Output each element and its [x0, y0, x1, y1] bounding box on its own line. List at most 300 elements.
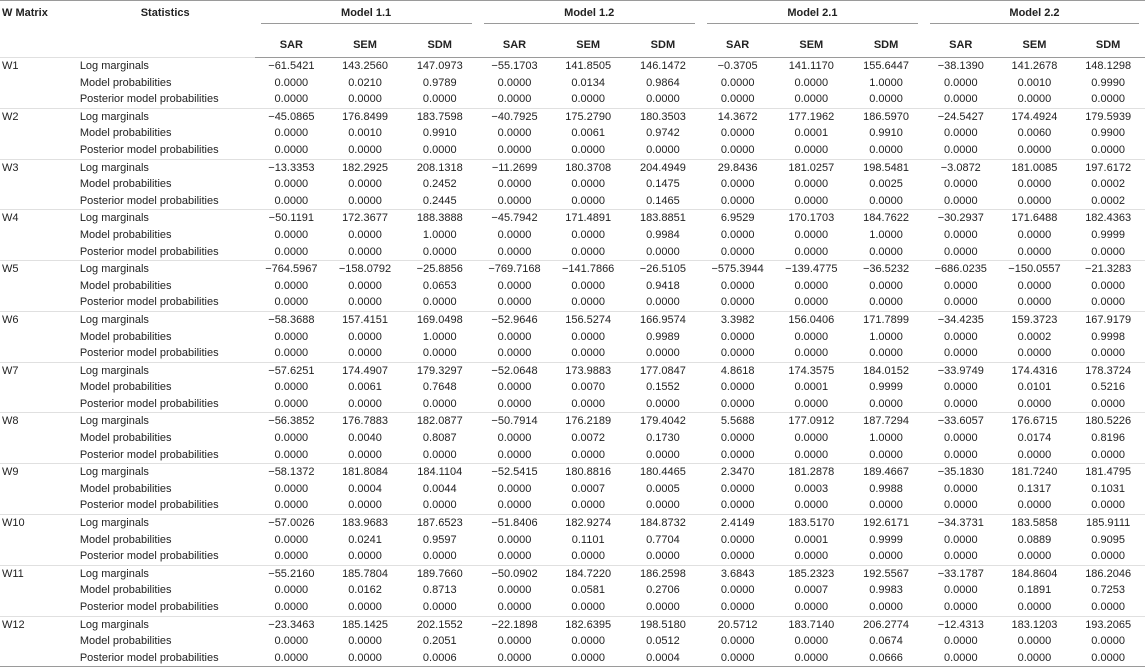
value-cell: 0.0000 — [1017, 448, 1052, 461]
value-cell: 0.0025 — [869, 178, 903, 191]
value-cell: 0.0000 — [274, 279, 309, 292]
table-row — [0, 532, 1145, 549]
statistic-label: Log marginals — [76, 261, 255, 278]
value-cell: 0.2445 — [422, 194, 457, 207]
value-cell: 181.0257 — [774, 159, 848, 176]
value-cell: 0.0000 — [571, 93, 605, 106]
value-cell: 0.0241 — [348, 533, 382, 546]
statistic-label: Log marginals — [76, 565, 255, 582]
value-cell: 0.0000 — [720, 584, 755, 597]
table-row — [0, 650, 1145, 667]
value-cell: 0.0000 — [497, 245, 532, 258]
value-cell: 0.0000 — [720, 432, 755, 445]
value-cell: 0.0653 — [422, 279, 457, 292]
statistic-label: Posterior model probabilities — [79, 499, 219, 512]
value-cell: 0.0000 — [720, 533, 755, 546]
value-cell: 0.0000 — [720, 347, 755, 360]
statistic-label: Posterior model probabilities — [79, 397, 219, 410]
value-cell: 141.2678 — [998, 58, 1072, 75]
value-cell: 0.0000 — [869, 347, 903, 360]
table-row — [0, 582, 1145, 599]
model-header: Model 1.1 — [255, 1, 478, 34]
value-cell: 0.1730 — [646, 432, 680, 445]
value-cell: 20.5712 — [701, 616, 775, 633]
value-cell: 0.0002 — [1017, 330, 1052, 343]
value-cell: 183.5858 — [998, 515, 1072, 532]
value-cell: 0.0000 — [943, 381, 978, 394]
value-cell: 0.0010 — [1017, 76, 1052, 89]
value-cell: −51.8406 — [478, 515, 552, 532]
value-cell: 0.0000 — [869, 550, 903, 563]
value-cell: −33.1787 — [924, 565, 998, 582]
statistic-label: Posterior model probabilities — [79, 93, 219, 106]
value-cell: −58.1372 — [255, 464, 329, 481]
value-cell: 141.8505 — [551, 58, 625, 75]
value-cell: 197.6172 — [1071, 159, 1145, 176]
value-cell: 156.5274 — [551, 311, 625, 328]
table-row — [0, 261, 1145, 278]
value-cell: 0.0000 — [348, 397, 382, 410]
statistic-label: Posterior model probabilities — [79, 245, 219, 258]
value-cell: 0.0000 — [794, 397, 829, 410]
value-cell: 0.0000 — [794, 178, 829, 191]
value-cell: 0.0000 — [869, 448, 903, 461]
value-cell: 0.0210 — [348, 76, 382, 89]
w-matrix-cell — [0, 294, 76, 311]
value-cell: −575.3944 — [701, 261, 775, 278]
statistic-label: Posterior model probabilities — [79, 550, 219, 563]
value-cell: −26.5105 — [625, 261, 701, 278]
value-cell: 0.0000 — [794, 76, 829, 89]
value-cell: 0.0000 — [646, 448, 680, 461]
value-cell: 0.0000 — [943, 482, 978, 495]
value-cell: 176.6715 — [998, 413, 1072, 430]
value-cell: 0.0001 — [794, 127, 829, 140]
value-cell: 0.0000 — [274, 482, 309, 495]
value-cell: 0.0061 — [348, 381, 382, 394]
value-cell: 0.1891 — [1017, 584, 1052, 597]
value-cell: 183.8851 — [625, 210, 701, 227]
table-row — [0, 481, 1145, 498]
value-cell: 0.0000 — [943, 245, 978, 258]
value-cell: 0.0000 — [720, 194, 755, 207]
value-cell: 0.0000 — [348, 550, 382, 563]
value-cell: 0.0000 — [794, 279, 829, 292]
value-cell: 0.0000 — [497, 279, 532, 292]
value-cell: 0.0000 — [1017, 550, 1052, 563]
value-cell: 176.2189 — [551, 413, 625, 430]
value-cell: 0.0000 — [720, 93, 755, 106]
value-cell: 0.0000 — [646, 397, 680, 410]
value-cell: 0.0000 — [943, 432, 978, 445]
value-cell: 0.0000 — [422, 143, 457, 156]
value-cell: 6.9529 — [701, 210, 775, 227]
w-matrix-cell — [0, 125, 76, 142]
value-cell: 0.0000 — [274, 93, 309, 106]
value-cell: 177.0847 — [625, 362, 701, 379]
value-cell: −50.1191 — [255, 210, 329, 227]
value-cell: 0.0000 — [274, 143, 309, 156]
value-cell: 0.0000 — [943, 397, 978, 410]
value-cell: −139.4775 — [774, 261, 848, 278]
w-matrix-cell: W7 — [0, 362, 76, 379]
value-cell: 0.0000 — [422, 601, 457, 613]
table-row — [0, 193, 1145, 210]
statistics-header: Statistics — [76, 1, 255, 58]
value-cell: 183.1203 — [998, 616, 1072, 633]
table-row — [0, 396, 1145, 413]
value-cell: 206.2774 — [848, 616, 924, 633]
value-cell: −158.0792 — [328, 261, 402, 278]
value-cell: 0.0000 — [274, 499, 309, 512]
value-cell: 0.0000 — [497, 601, 532, 613]
table-row — [0, 142, 1145, 159]
w-matrix-cell: W1 — [0, 58, 76, 75]
value-cell: 0.0044 — [422, 482, 457, 495]
value-cell: 0.0000 — [720, 448, 755, 461]
value-cell: 0.0000 — [646, 601, 680, 613]
value-cell: 198.5180 — [625, 616, 701, 633]
value-cell: 0.0000 — [1017, 296, 1052, 309]
value-cell: −33.6057 — [924, 413, 998, 430]
value-cell: −35.1830 — [924, 464, 998, 481]
value-cell: 0.0000 — [998, 650, 1072, 667]
value-cell: 0.0000 — [720, 381, 755, 394]
w-matrix-cell — [0, 244, 76, 261]
value-cell: 0.0000 — [794, 601, 829, 613]
value-cell: 188.3888 — [402, 210, 478, 227]
statistic-label: Log marginals — [76, 616, 255, 633]
w-matrix-cell — [0, 430, 76, 447]
value-cell: 0.0000 — [274, 635, 309, 648]
value-cell: 0.0000 — [646, 245, 680, 258]
value-cell: 171.7899 — [848, 311, 924, 328]
value-cell: 0.0000 — [1091, 279, 1125, 292]
value-cell: 0.0000 — [794, 499, 829, 512]
value-cell: −52.0648 — [478, 362, 552, 379]
value-cell: 0.0000 — [497, 143, 532, 156]
value-cell: 0.1475 — [646, 178, 680, 191]
value-cell: 0.9864 — [646, 76, 680, 89]
value-cell: 185.2323 — [774, 565, 848, 582]
table-row — [0, 345, 1145, 362]
value-cell: 0.0000 — [1091, 448, 1125, 461]
value-cell: 0.0000 — [701, 650, 775, 667]
statistic-label: Model probabilities — [79, 76, 172, 89]
w-matrix-cell: W10 — [0, 515, 76, 532]
statistic-label: Model probabilities — [79, 432, 172, 445]
value-cell: 0.0000 — [274, 601, 309, 613]
value-cell: 0.0000 — [720, 330, 755, 343]
value-cell: 0.0000 — [869, 601, 903, 613]
statistic-label: Log marginals — [76, 413, 255, 430]
value-cell: 0.0000 — [348, 143, 382, 156]
value-cell: 0.0000 — [328, 650, 402, 667]
statistic-label: Model probabilities — [79, 635, 172, 648]
value-cell: 0.0000 — [571, 499, 605, 512]
value-cell: 0.0000 — [720, 279, 755, 292]
value-cell: 0.0000 — [274, 533, 309, 546]
value-cell: 0.0000 — [943, 533, 978, 546]
table-row — [0, 159, 1145, 176]
value-cell: −45.7942 — [478, 210, 552, 227]
value-cell: 0.0000 — [1091, 635, 1125, 648]
value-cell: 0.0000 — [1017, 143, 1052, 156]
w-matrix-cell — [0, 75, 76, 92]
value-cell: 0.0889 — [1017, 533, 1052, 546]
table-row — [0, 379, 1145, 396]
value-cell: 183.9683 — [328, 515, 402, 532]
statistic-label: Model probabilities — [79, 381, 172, 394]
value-cell: 0.0000 — [497, 228, 532, 241]
value-cell: 169.0498 — [402, 311, 478, 328]
value-cell: −36.5232 — [848, 261, 924, 278]
value-cell: 0.0000 — [274, 550, 309, 563]
value-cell: 174.4316 — [998, 362, 1072, 379]
value-cell: 0.0512 — [646, 635, 680, 648]
value-cell: 171.6488 — [998, 210, 1072, 227]
value-cell: 0.0000 — [794, 93, 829, 106]
value-cell: 0.0000 — [497, 635, 532, 648]
value-cell: 0.7704 — [646, 533, 680, 546]
statistic-label: Model probabilities — [79, 178, 172, 191]
value-cell: 0.0000 — [274, 245, 309, 258]
value-cell: 0.0000 — [720, 76, 755, 89]
value-cell: 174.4924 — [998, 108, 1072, 125]
value-cell: 0.0000 — [720, 127, 755, 140]
value-cell: 0.0040 — [348, 432, 382, 445]
value-cell: 0.0000 — [1017, 635, 1052, 648]
value-cell: 0.0000 — [943, 143, 978, 156]
value-cell: 0.0000 — [1017, 93, 1052, 106]
value-cell: −50.0902 — [478, 565, 552, 582]
value-cell: 187.7294 — [848, 413, 924, 430]
value-cell: 0.0004 — [348, 482, 382, 495]
submodel-header: SAR — [478, 33, 552, 58]
value-cell: 0.0000 — [422, 296, 457, 309]
value-cell: −764.5967 — [255, 261, 329, 278]
value-cell: 0.0000 — [1071, 650, 1145, 667]
table-row — [0, 58, 1145, 75]
value-cell: 1.0000 — [869, 330, 903, 343]
statistic-label: Posterior model probabilities — [79, 601, 219, 613]
value-cell: 0.0070 — [571, 381, 605, 394]
value-cell: 0.0000 — [497, 93, 532, 106]
value-cell: 0.0000 — [720, 143, 755, 156]
value-cell: 0.0000 — [571, 245, 605, 258]
value-cell: 0.0000 — [1017, 279, 1052, 292]
value-cell: 1.0000 — [422, 330, 457, 343]
value-cell: 0.0000 — [720, 397, 755, 410]
value-cell: 0.2051 — [422, 635, 457, 648]
value-cell: 0.0000 — [869, 279, 903, 292]
value-cell: 174.4907 — [328, 362, 402, 379]
value-cell: 0.0000 — [720, 178, 755, 191]
value-cell: 0.0000 — [497, 330, 532, 343]
value-cell: 0.0000 — [571, 178, 605, 191]
value-cell: −57.6251 — [255, 362, 329, 379]
value-cell: 0.1317 — [1017, 482, 1052, 495]
value-cell: 0.0000 — [348, 279, 382, 292]
value-cell: 0.1101 — [571, 533, 605, 546]
value-cell: −52.9646 — [478, 311, 552, 328]
value-cell: 0.0581 — [571, 584, 605, 597]
value-cell: 0.1465 — [646, 194, 680, 207]
value-cell: 0.9910 — [422, 127, 457, 140]
value-cell: 157.4151 — [328, 311, 402, 328]
value-cell: 0.0007 — [571, 482, 605, 495]
value-cell: 202.1552 — [402, 616, 478, 633]
value-cell: 0.0000 — [943, 330, 978, 343]
value-cell: 159.3723 — [998, 311, 1072, 328]
w-matrix-cell — [0, 91, 76, 108]
submodel-header: SEM — [998, 33, 1072, 58]
table-row — [0, 413, 1145, 430]
value-cell: 0.0000 — [274, 178, 309, 191]
value-cell: 0.0674 — [869, 635, 903, 648]
value-cell: 0.0000 — [1091, 245, 1125, 258]
value-cell: 0.0000 — [943, 550, 978, 563]
value-cell: 0.0000 — [794, 194, 829, 207]
table-row — [0, 176, 1145, 193]
w-matrix-cell — [0, 650, 76, 667]
w-matrix-cell — [0, 532, 76, 549]
w-matrix-cell — [0, 227, 76, 244]
value-cell: 185.9111 — [1071, 515, 1145, 532]
value-cell: 177.1962 — [774, 108, 848, 125]
value-cell: 1.0000 — [422, 228, 457, 241]
table-row — [0, 125, 1145, 142]
statistic-label: Model probabilities — [79, 584, 172, 597]
value-cell: 0.0000 — [571, 448, 605, 461]
value-cell: 0.0000 — [571, 228, 605, 241]
value-cell: 0.0000 — [943, 296, 978, 309]
value-cell: 0.0000 — [924, 650, 998, 667]
table-row — [0, 108, 1145, 125]
value-cell: 184.7622 — [848, 210, 924, 227]
w-matrix-cell — [0, 599, 76, 616]
value-cell: 0.0000 — [646, 93, 680, 106]
value-cell: 0.2452 — [422, 178, 457, 191]
value-cell: 0.0003 — [794, 482, 829, 495]
value-cell: 0.0000 — [348, 245, 382, 258]
value-cell: 0.0000 — [943, 601, 978, 613]
value-cell: 181.0085 — [998, 159, 1072, 176]
value-cell: 0.0000 — [571, 330, 605, 343]
value-cell: 0.0000 — [348, 448, 382, 461]
w-matrix-cell: W2 — [0, 108, 76, 125]
value-cell: 0.0000 — [497, 381, 532, 394]
value-cell: 143.2560 — [328, 58, 402, 75]
value-cell: 0.0000 — [497, 482, 532, 495]
table-row — [0, 633, 1145, 650]
statistic-label: Model probabilities — [79, 330, 172, 343]
value-cell: 0.0101 — [1017, 381, 1052, 394]
value-cell: 0.0000 — [497, 194, 532, 207]
value-cell: 0.0000 — [646, 550, 680, 563]
value-cell: 193.2065 — [1071, 616, 1145, 633]
value-cell: 183.5170 — [774, 515, 848, 532]
value-cell: 0.0000 — [497, 550, 532, 563]
value-cell: 0.0000 — [1091, 397, 1125, 410]
value-cell: 0.0000 — [422, 347, 457, 360]
w-matrix-cell: W4 — [0, 210, 76, 227]
value-cell: 0.0000 — [497, 296, 532, 309]
value-cell: 0.9984 — [646, 228, 680, 241]
value-cell: 0.0000 — [774, 650, 848, 667]
value-cell: 0.0000 — [478, 650, 552, 667]
value-cell: 180.3503 — [625, 108, 701, 125]
w-matrix-cell — [0, 481, 76, 498]
statistic-label: Log marginals — [76, 210, 255, 227]
value-cell: 14.3672 — [701, 108, 775, 125]
value-cell: 0.0000 — [943, 279, 978, 292]
value-cell: 0.1552 — [646, 381, 680, 394]
value-cell: 170.1703 — [774, 210, 848, 227]
value-cell: 184.8604 — [998, 565, 1072, 582]
value-cell: −12.4313 — [924, 616, 998, 633]
submodel-header: SEM — [774, 33, 848, 58]
submodel-header: SDM — [1071, 33, 1145, 58]
value-cell: 0.0000 — [571, 635, 605, 648]
value-cell: −141.7866 — [551, 261, 625, 278]
statistic-label: Posterior model probabilities — [79, 194, 219, 207]
value-cell: 0.7648 — [422, 381, 457, 394]
value-cell: 0.8713 — [422, 584, 457, 597]
value-cell: 179.5939 — [1071, 108, 1145, 125]
value-cell: 0.0001 — [794, 381, 829, 394]
value-cell: 0.0000 — [348, 194, 382, 207]
value-cell: 0.0000 — [943, 127, 978, 140]
value-cell: 187.6523 — [402, 515, 478, 532]
value-cell: 182.6395 — [551, 616, 625, 633]
value-cell: 178.3724 — [1071, 362, 1145, 379]
value-cell: 0.0002 — [1091, 194, 1125, 207]
value-cell: 0.0000 — [348, 601, 382, 613]
value-cell: −11.2699 — [478, 159, 552, 176]
value-cell: −34.3731 — [924, 515, 998, 532]
value-cell: 148.1298 — [1071, 58, 1145, 75]
value-cell: 186.5970 — [848, 108, 924, 125]
w-matrix-cell — [0, 176, 76, 193]
value-cell: 0.0000 — [1091, 499, 1125, 512]
value-cell: 0.0000 — [794, 448, 829, 461]
value-cell: 0.0000 — [274, 127, 309, 140]
value-cell: 0.0000 — [497, 178, 532, 191]
table-row — [0, 75, 1145, 92]
value-cell: 181.4795 — [1071, 464, 1145, 481]
value-cell: 182.2925 — [328, 159, 402, 176]
submodel-header: SAR — [701, 33, 775, 58]
value-cell: 0.0000 — [348, 228, 382, 241]
value-cell: 0.0000 — [943, 635, 978, 648]
value-cell: 0.9989 — [646, 330, 680, 343]
value-cell: 0.0000 — [869, 397, 903, 410]
value-cell: 0.0000 — [794, 635, 829, 648]
value-cell: 0.0000 — [497, 347, 532, 360]
value-cell: 0.0666 — [848, 650, 924, 667]
value-cell: 0.0000 — [497, 584, 532, 597]
table-row — [0, 210, 1145, 227]
table-row — [0, 362, 1145, 379]
w-matrix-cell — [0, 345, 76, 362]
statistic-label: Log marginals — [76, 159, 255, 176]
table-body — [0, 58, 1145, 667]
value-cell: 0.0000 — [348, 296, 382, 309]
table-row — [0, 244, 1145, 261]
value-cell: 180.3708 — [551, 159, 625, 176]
value-cell: 180.5226 — [1071, 413, 1145, 430]
